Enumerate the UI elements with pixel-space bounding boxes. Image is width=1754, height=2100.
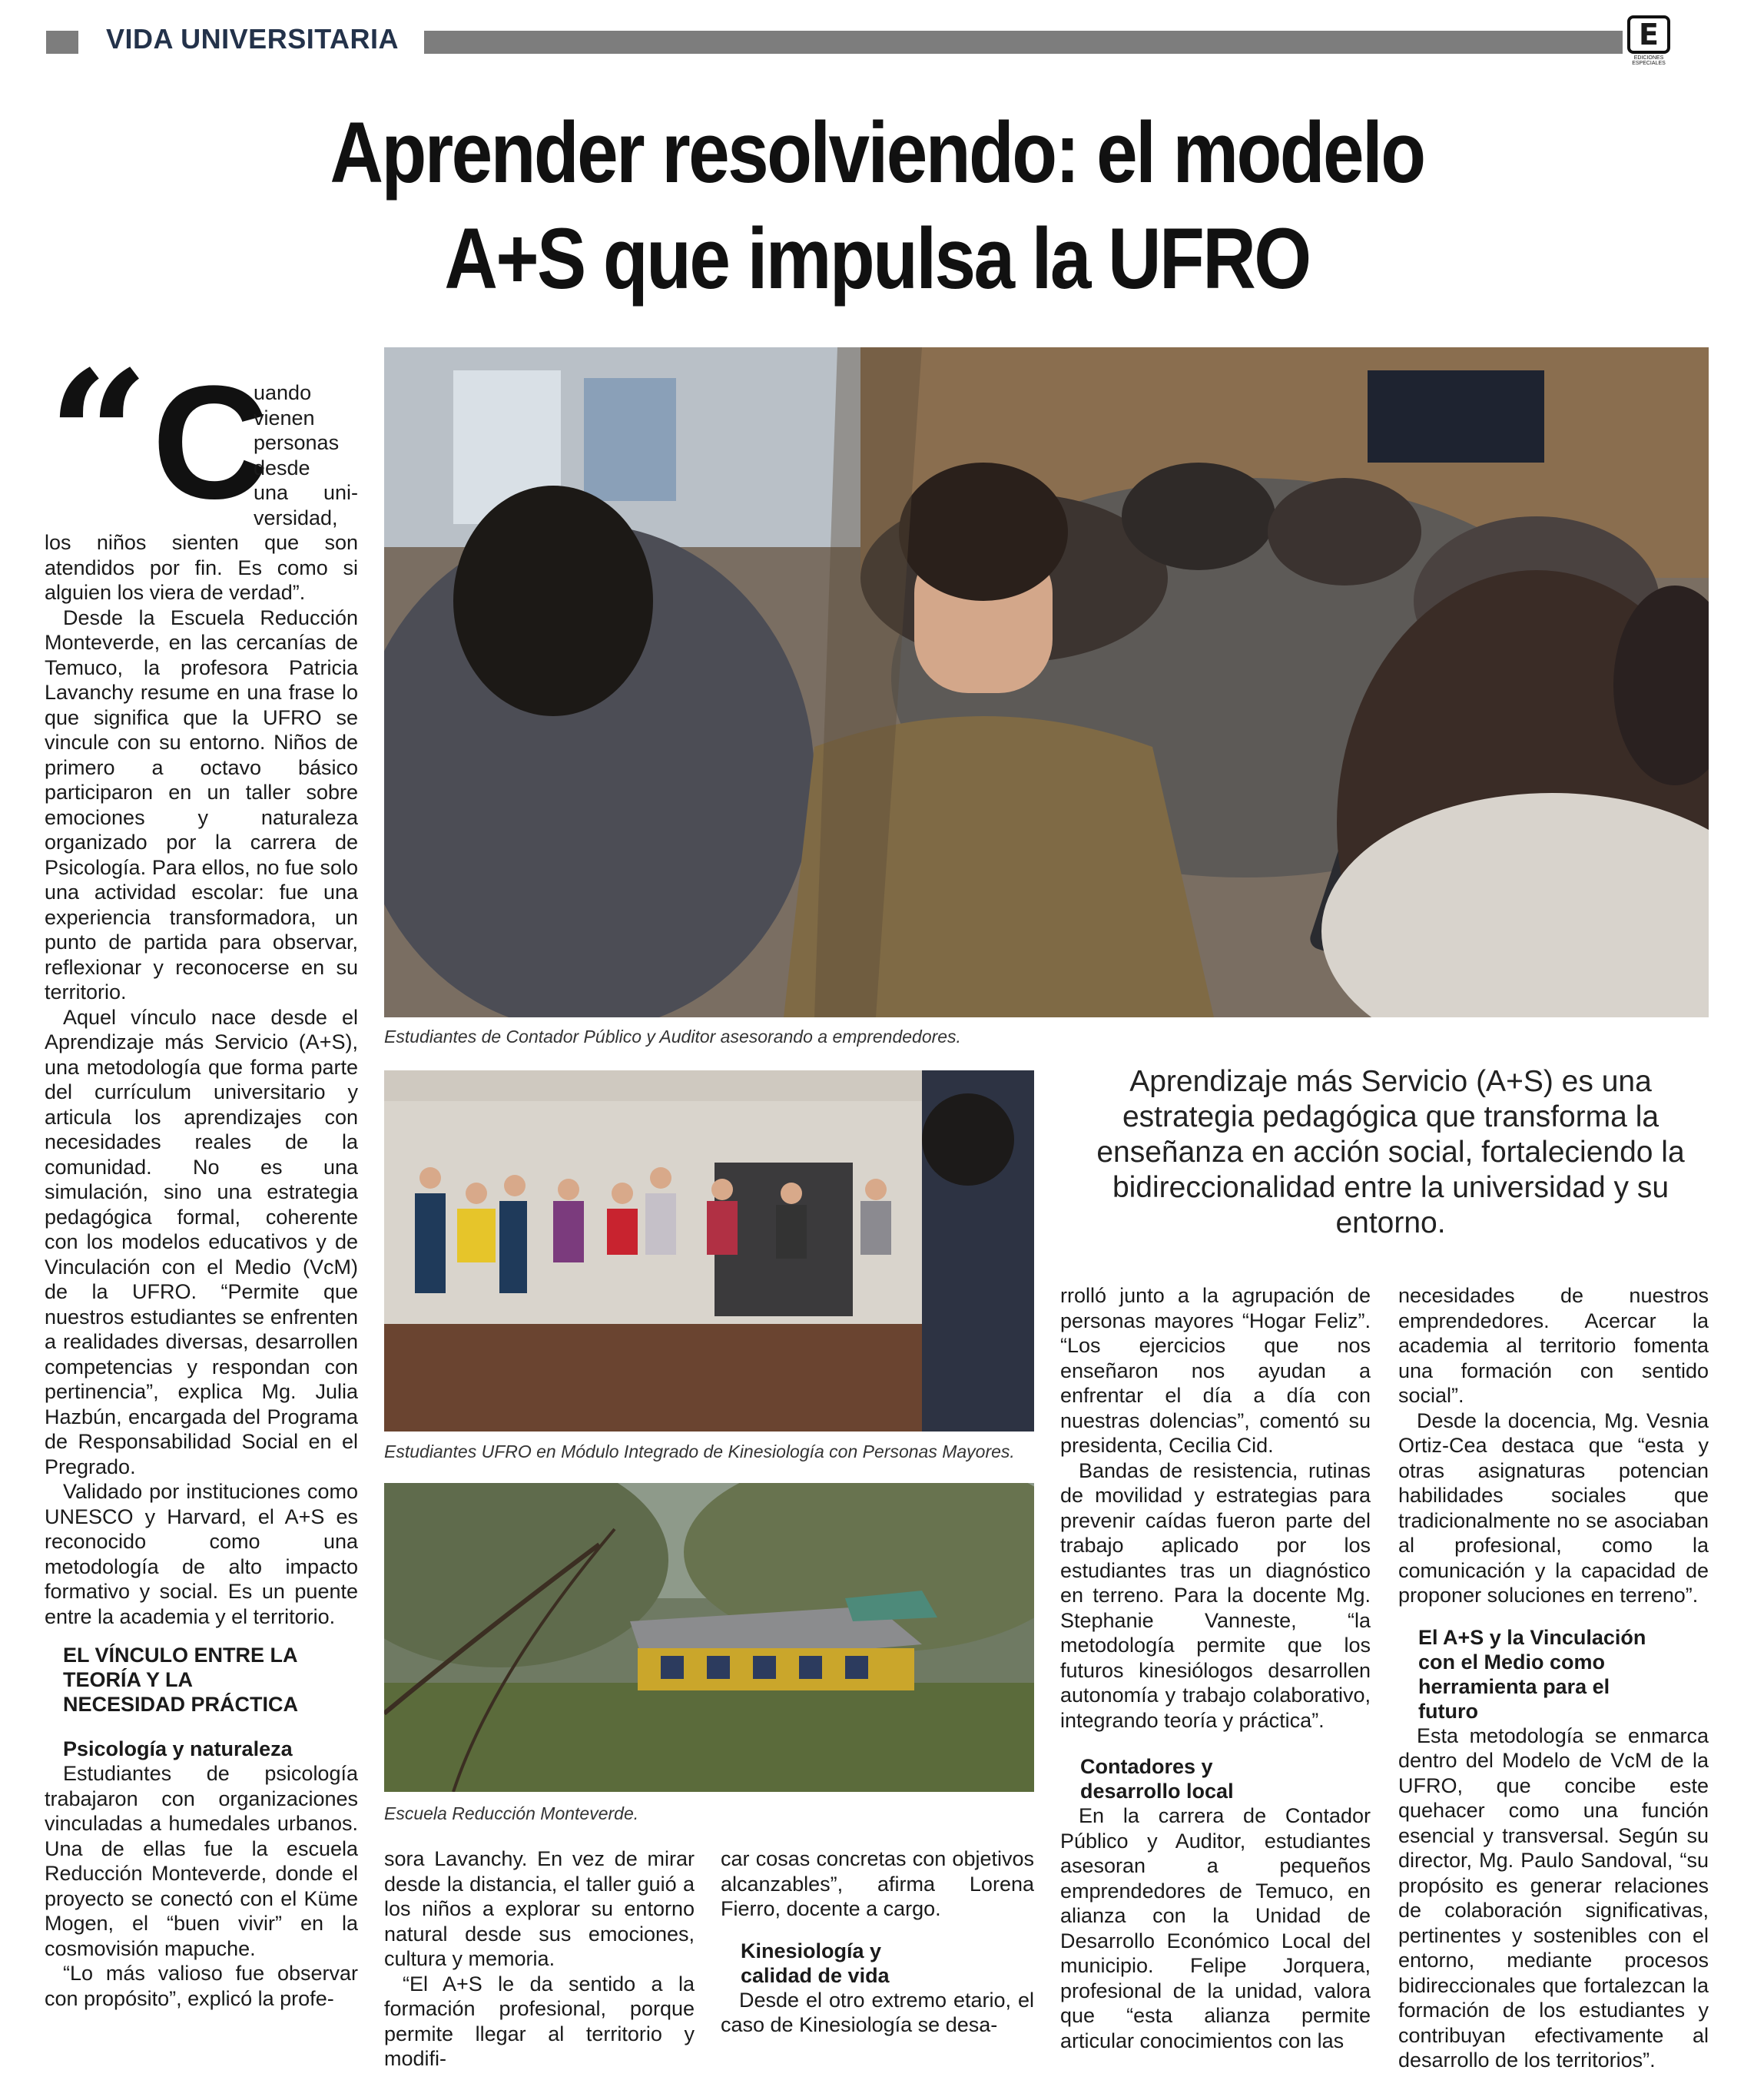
paragraph: necesidades de nuestros emprendedores. Acercar la academia al territorio fomenta una formación con sentido social”.: [1398, 1284, 1709, 1407]
caption-photo-2: Estudiantes UFRO en Módulo Integrado de Kinesiología con Personas Mayores.: [384, 1441, 1015, 1461]
pull-quote: Aprendizaje más Servicio (A+S) es una estrategia pedagógica que transforma la enseñanza en acción social, fortaleciendo la bidireccionalidad entre la universidad y su entorno.: [1096, 1065, 1685, 1239]
intro-line: personas: [254, 431, 340, 454]
publication-logo: [1627, 15, 1670, 66]
subheading: El A+S y la Vinculación con el Medio como herramienta para el futuro: [1418, 1625, 1646, 1723]
photo-illustration: [384, 1483, 1034, 1792]
drop-cap: C: [152, 352, 269, 532]
section-heading: EL VÍNCULO ENTRE LA TEORÍA Y LA NECESIDAD PRÁCTICA: [63, 1644, 299, 1716]
paragraph: rrolló junto a la agrupación de personas mayores “Hogar Feliz”. “Los ejercicios que nos enseñaron nos ayudan a enfrentar el día a día con nuestras dolencias”, comentó su presidenta, Cecilia Cid.: [1060, 1284, 1371, 1457]
logo-subtitle: EDICIONES ESPECIALES: [1632, 55, 1666, 66]
paragraph: “El A+S le da sentido a la formación profesional, porque permite llegar al territorio y modifi-: [384, 1972, 695, 2070]
column-4: [1060, 1283, 1371, 2053]
paragraph: sora Lavanchy. En vez de mirar desde la distancia, el taller guió a los niños a explorar su entorno natural desde sus emociones, cultura y memoria.: [384, 1847, 695, 1970]
column-3: [721, 1846, 1034, 2038]
intro-line: uando: [254, 381, 312, 404]
column-5: [1398, 1283, 1709, 2073]
intro-line: vienen: [254, 406, 315, 430]
paragraph: Validado por instituciones como UNESCO y Harvard, el A+S es reconocido como una metodología de alto impacto formativo y social. Es un puente entre la academia y el territorio.: [45, 1480, 358, 1628]
subheading: Psicología y naturaleza: [63, 1737, 293, 1760]
paragraph: Estudiantes de psicología trabajaron con organizaciones vinculadas a humedales urbanos. Una de ellas fue la escuela Reducción Monteverde, donde el proyecto se conectó con el Küme Mogen, el “buen vivir” en la cosmovisión mapuche.: [45, 1762, 358, 1960]
header-bar-right: [424, 31, 1623, 54]
intro-line: desde: [254, 456, 310, 479]
headline-line-1: Aprender resolviendo: el modelo: [330, 105, 1424, 201]
paragraph: Esta metodología se enmarca dentro del Modelo de VcM de la UFRO, que concibe este quehacer como una función esencial y transversal. Según su director, Mg. Paulo Sandoval, “su propósito es generar relaciones de colaboración significativas, pertinentes y sostenibles con el entorno, mediante procesos bidireccionales que fortalezcan la formación de los estudiantes y contribuyan efectivamente al desarrollo de los territorios”.: [1398, 1723, 1709, 2072]
paragraph: Desde la Escuela Reducción Monteverde, en las cercanías de Temuco, la profesora Patricia Lavanchy resume en una frase lo que significa que la UFRO se vincule con su entorno. Niños de primero a octavo básico participaron en un taller sobre emociones y naturaleza organizado por la carrera de Psicología. Para ellos, no fue solo una actividad escolar: fue una experiencia transformadora, un punto de partida para observar, reflexionar y reconocerse en su territorio.: [45, 605, 358, 1004]
paragraph: car cosas concretas con objetivos alcanzables”, afirma Lorena Fierro, docente a cargo.: [721, 1847, 1034, 1920]
logo-letter: E: [1627, 15, 1670, 54]
caption-photo-1: Estudiantes de Contador Público y Auditor asesorando a emprendedores.: [384, 1027, 961, 1047]
header-bar-left: [46, 31, 78, 54]
intro-line: una uni-: [254, 481, 358, 504]
paragraph: Desde el otro extremo etario, el caso de Kinesiología se desa-: [721, 1988, 1034, 2036]
intro-lines: [254, 380, 358, 530]
column-1: [45, 530, 358, 2011]
photo-kinesiology: [384, 1070, 1034, 1432]
photo-school: [384, 1483, 1034, 1792]
section-label: VIDA UNIVERSITARIA: [106, 23, 400, 55]
photo-illustration: [384, 347, 1709, 1017]
photo-contador-students: [384, 347, 1709, 1017]
opening-quote-mark: “: [48, 333, 150, 540]
paragraph: Bandas de resistencia, rutinas de movilidad y estrategias para prevenir caídas fueron parte del trabajo aplicado por los estudiantes tras un diagnóstico en terreno. Para la docente Mg. Stephanie Vanneste, “la metodología permite que los futuros kinesiólogos desarrollen autonomía y trabajo colaborativo, integrando teoría y práctica”.: [1060, 1458, 1371, 1732]
headline-line-2: A+S que impulsa la UFRO: [444, 211, 1310, 307]
intro-line: versidad,: [254, 506, 338, 529]
paragraph: “Lo más valioso fue observar con propósito”, explicó la profe-: [45, 1962, 358, 2010]
paragraph: Aquel vínculo nace desde el Aprendizaje más Servicio (A+S), una metodología que forma parte del currículum universitario y articula los aprendizajes con necesidades reales de la comunidad. No es una simulación, sino una estrategia pedagógica formal, coherente con los modelos educativos y de Vinculación con el Medio (VcM) de la UFRO. “Permite que nuestros estudiantes se enfrenten a realidades diversas, desarrollen competencias y respondan con pertinencia”, explica Mg. Julia Hazbún, encargada del Programa de Responsabilidad Social en el Pregrado.: [45, 1005, 358, 1478]
paragraph: En la carrera de Contador Público y Auditor, estudiantes asesoran a pequeños emprendedores de Temuco, en alianza con la Unidad de Desarrollo Económico Local del municipio. Felipe Jorquera, profesional de la unidad, valora que “esta alianza permite articular conocimientos con las: [1060, 1804, 1371, 2052]
subheading: Kinesiología y calidad de vida: [741, 1939, 890, 1987]
headline: [123, 100, 1631, 312]
caption-photo-3: Escuela Reducción Monteverde.: [384, 1803, 639, 1823]
subheading: Contadores y desarrollo local: [1080, 1755, 1234, 1803]
intro-rest: los niños sienten que son atendidos por fin. Es como si alguien los viera de verdad”.: [45, 531, 358, 604]
paragraph: Desde la docencia, Mg. Vesnia Ortiz-Cea destaca que “esta y otras asignaturas potencian habilidades sociales que tradicionalmente no se asociaban al profesional, como la comunicación y la capacidad de proponer soluciones en terreno”.: [1398, 1408, 1709, 1607]
column-2: [384, 1846, 695, 2072]
photo-illustration: [384, 1070, 1034, 1432]
